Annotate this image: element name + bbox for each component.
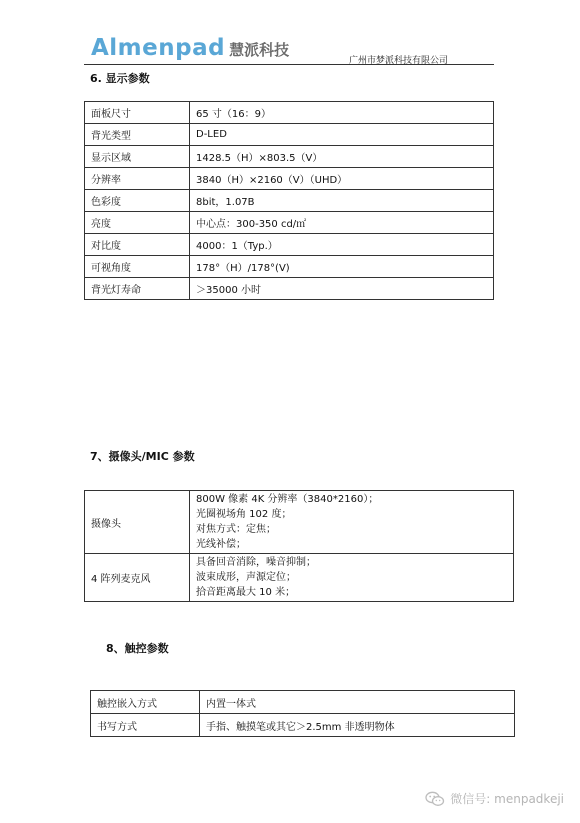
table-row xyxy=(85,234,494,256)
param-value-line: 光圈视场角 102 度； xyxy=(196,509,292,520)
param-value-line: 具备回音消除，噪音抑制； xyxy=(196,557,316,568)
param-label: 分辨率 xyxy=(85,168,190,190)
table-row xyxy=(91,691,515,714)
section-title-touch: 8、触控参数 xyxy=(106,642,169,655)
param-value: ＞35000 小时 xyxy=(190,278,494,300)
param-label: 色彩度 xyxy=(85,190,190,212)
wechat-watermark xyxy=(425,790,564,807)
param-label: 面板尺寸 xyxy=(85,102,190,124)
table-row xyxy=(85,168,494,190)
wechat-icon xyxy=(425,791,445,807)
table-row xyxy=(85,124,494,146)
param-value xyxy=(190,554,514,602)
param-value: D-LED xyxy=(190,124,494,146)
touch-params-table xyxy=(90,690,515,737)
param-label: 摄像头 xyxy=(85,491,190,554)
table-row xyxy=(85,256,494,278)
watermark-text: 微信号: menpadkeji xyxy=(450,792,564,806)
table-row xyxy=(85,212,494,234)
company-logo xyxy=(91,34,289,60)
param-label: 背光灯寿命 xyxy=(85,278,190,300)
param-label: 显示区域 xyxy=(85,146,190,168)
param-label: 亮度 xyxy=(85,212,190,234)
camera-mic-params-table xyxy=(84,490,514,602)
table-row xyxy=(85,190,494,212)
table-row xyxy=(85,491,514,554)
param-label: 背光类型 xyxy=(85,124,190,146)
table-row xyxy=(91,714,515,737)
param-value: 4000：1（Typ.） xyxy=(190,234,494,256)
param-value-line: 光线补偿； xyxy=(196,539,246,550)
param-value-line: 对焦方式：定焦； xyxy=(196,524,276,535)
param-value-line: 800W 像素 4K 分辨率（3840*2160）； xyxy=(196,494,379,505)
param-value-line: 波束成形，声源定位； xyxy=(196,572,296,583)
section-title-camera: 7、摄像头/MIC 参数 xyxy=(90,450,195,463)
param-value: 178°（H）/178°(V) xyxy=(190,256,494,278)
display-params-table xyxy=(84,101,494,300)
param-label: 4 阵列麦克风 xyxy=(85,554,190,602)
param-value: 手指、触摸笔或其它＞2.5mm 非透明物体 xyxy=(200,714,515,737)
logo-text-en: Almenpad xyxy=(91,35,226,61)
param-label: 触控嵌入方式 xyxy=(91,691,200,714)
table-row xyxy=(85,146,494,168)
section-title-display: 6. 显示参数 xyxy=(90,72,150,85)
table-row xyxy=(85,554,514,602)
table-row xyxy=(85,102,494,124)
param-label: 可视角度 xyxy=(85,256,190,278)
logo-text-cn: 慧派科技 xyxy=(229,41,290,59)
param-value xyxy=(190,491,514,554)
param-value-line: 拾音距离最大 10 米； xyxy=(196,587,296,598)
param-value: 65 寸（16：9） xyxy=(190,102,494,124)
param-label: 书写方式 xyxy=(91,714,200,737)
param-label: 对比度 xyxy=(85,234,190,256)
header-divider xyxy=(84,64,494,65)
param-value: 内置一体式 xyxy=(200,691,515,714)
param-value: 中心点：300-350 cd/㎡ xyxy=(190,212,494,234)
param-value: 8bit，1.07B xyxy=(190,190,494,212)
param-value: 1428.5（H）×803.5（V） xyxy=(190,146,494,168)
table-row xyxy=(85,278,494,300)
company-name: 广州市梦派科技有限公司 xyxy=(348,56,448,66)
param-value: 3840（H）×2160（V）（UHD） xyxy=(190,168,494,190)
